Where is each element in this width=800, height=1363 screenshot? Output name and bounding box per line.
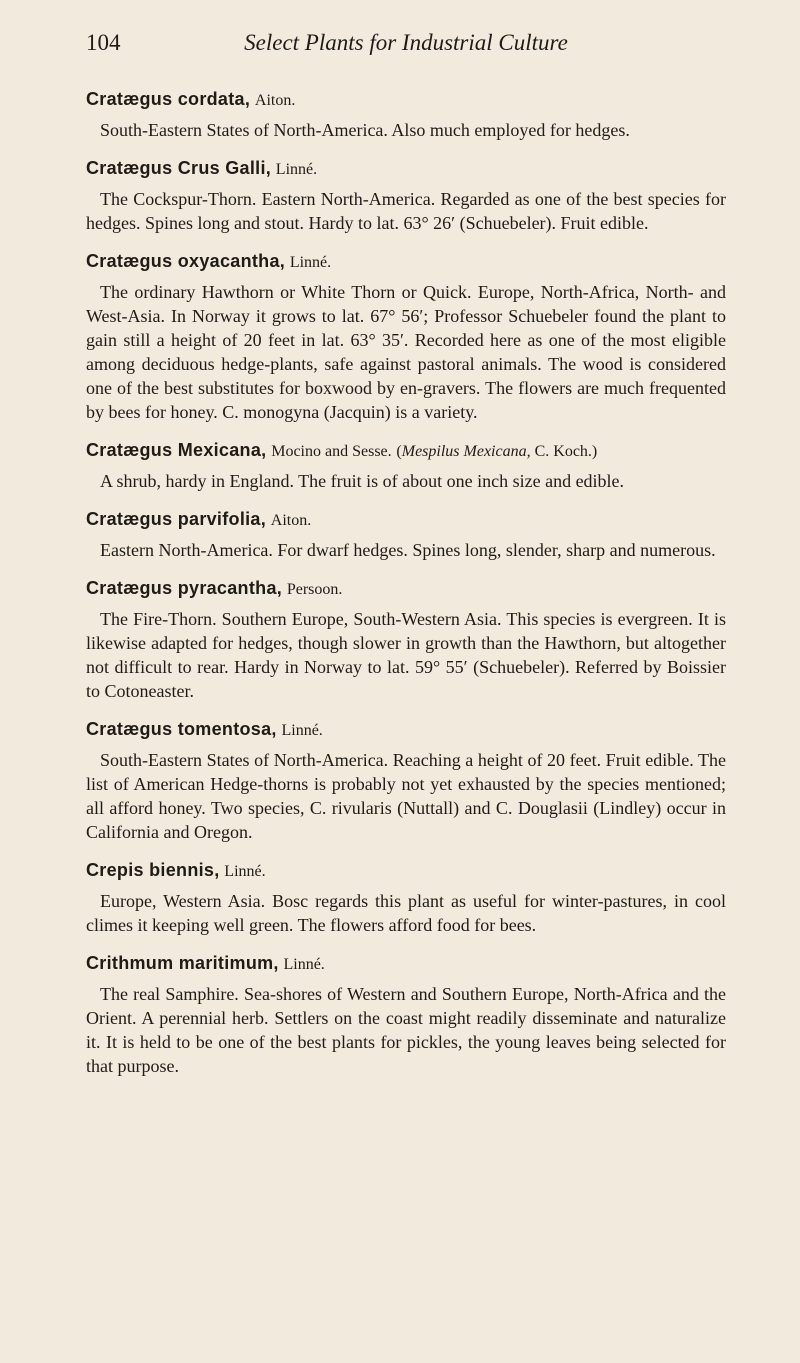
entry-heading <box>86 88 726 112</box>
entry-description: South-Eastern States of North-America. Reaching a height of 20 feet. Fruit edible. The list of American Hedge-thorns is probably not yet exhausted by the species mentioned; all afford honey. Two species, C. rivularis (Nuttall) and C. Douglasii (Lindley) occur in California and Oregon. <box>86 750 726 842</box>
species-authority: Aiton. <box>254 92 296 109</box>
entry-heading <box>86 157 726 181</box>
species-name: Cratægus Crus Galli, <box>86 158 272 178</box>
species-authority: Linné. <box>289 254 332 271</box>
running-title: Select Plants for Industrial Culture <box>244 30 568 55</box>
species-synonym <box>396 443 597 460</box>
page-content <box>86 88 726 1093</box>
species-name: Crithmum maritimum, <box>86 953 279 973</box>
entry-crepis-biennis <box>86 859 726 937</box>
synonym-authority: C. Koch.) <box>530 443 598 460</box>
entry-crataegus-mexicana <box>86 439 726 493</box>
entry-heading <box>86 577 726 601</box>
species-authority: Linné. <box>224 863 266 880</box>
species-name: Cratægus tomentosa, <box>86 719 277 739</box>
entry-crataegus-crus-galli <box>86 157 726 235</box>
entry-description: South-Eastern States of North-America. Also much employed for hedges. <box>100 120 630 140</box>
entry-description: The Fire-Thorn. Southern Europe, South-Western Asia. This species is evergreen. It is likewise adapted for hedges, though slower in growth than the Hawthorn, but altogether not difficult to rear. Hardy in Norway to lat. 59° 55′ (Schuebeler). Referred by Boissier to Cotoneaster. <box>86 609 726 701</box>
entry-heading <box>86 250 726 274</box>
entry-crataegus-oxyacantha <box>86 250 726 424</box>
entry-description: A shrub, hardy in England. The fruit is of about one inch size and edible. <box>100 471 625 491</box>
species-name: Cratægus parvifolia, <box>86 509 267 529</box>
page-number: 104 <box>86 30 121 55</box>
entry-heading <box>86 718 726 742</box>
entry-heading <box>86 952 726 976</box>
species-authority: Aiton. <box>270 512 312 529</box>
synonym-name: Mespilus Mexicana, <box>401 443 531 460</box>
species-authority: Linné. <box>283 956 325 973</box>
page-header <box>86 22 726 62</box>
entry-crataegus-pyracantha <box>86 577 726 703</box>
species-authority: Persoon. <box>286 581 343 598</box>
entry-heading <box>86 439 726 463</box>
species-name: Cratægus cordata, <box>86 89 251 109</box>
entry-description: The Cockspur-Thorn. Eastern North-America. Regarded as one of the best species for hedges. Spines long and stout. Hardy to lat. 63° 26′ (Schuebeler). Fruit edible. <box>86 189 726 233</box>
species-authority: Linné. <box>281 722 323 739</box>
species-name: Cratægus pyracantha, <box>86 578 283 598</box>
entry-crataegus-cordata <box>86 88 726 142</box>
entry-heading <box>86 859 726 883</box>
entry-crithmum-maritimum <box>86 952 726 1078</box>
entry-description: Europe, Western Asia. Bosc regards this plant as useful for winter-pastures, in cool climes it keeping well green. The flowers afford food for bees. <box>86 891 726 935</box>
entry-description: The ordinary Hawthorn or White Thorn or Quick. Europe, North-Africa, North- and West-Asia. In Norway it grows to lat. 67° 56′; Professor Schuebeler found the plant to gain still a height of 20 feet in lat. 63° 35′. Recorded here as one of the most eligible among deciduous hedge-plants, safe against pastoral animals. The wood is considered one of the best substitutes for boxwood by en-gravers. The flowers are much frequented by bees for honey. C. monogyna (Jacquin) is a variety. <box>86 282 726 422</box>
entry-heading <box>86 508 726 532</box>
species-name: Cratægus oxyacantha, <box>86 251 286 271</box>
entry-description: Eastern North-America. For dwarf hedges. Spines long, slender, sharp and numerous. <box>100 540 716 560</box>
entry-crataegus-parvifolia <box>86 508 726 562</box>
species-name: Cratægus Mexicana, <box>86 440 267 460</box>
entry-description: The real Samphire. Sea-shores of Western and Southern Europe, North-Africa and the Orient. A perennial herb. Settlers on the coast might readily disseminate and naturalize it. It is held to be one of the best plants for pickles, the young leaves being selected for that purpose. <box>86 984 726 1076</box>
species-name: Crepis biennis, <box>86 860 220 880</box>
entry-crataegus-tomentosa <box>86 718 726 844</box>
species-authority: Mocino and Sesse. <box>271 443 392 460</box>
species-authority: Linné. <box>275 161 318 178</box>
synonym-open: ( <box>396 443 402 460</box>
